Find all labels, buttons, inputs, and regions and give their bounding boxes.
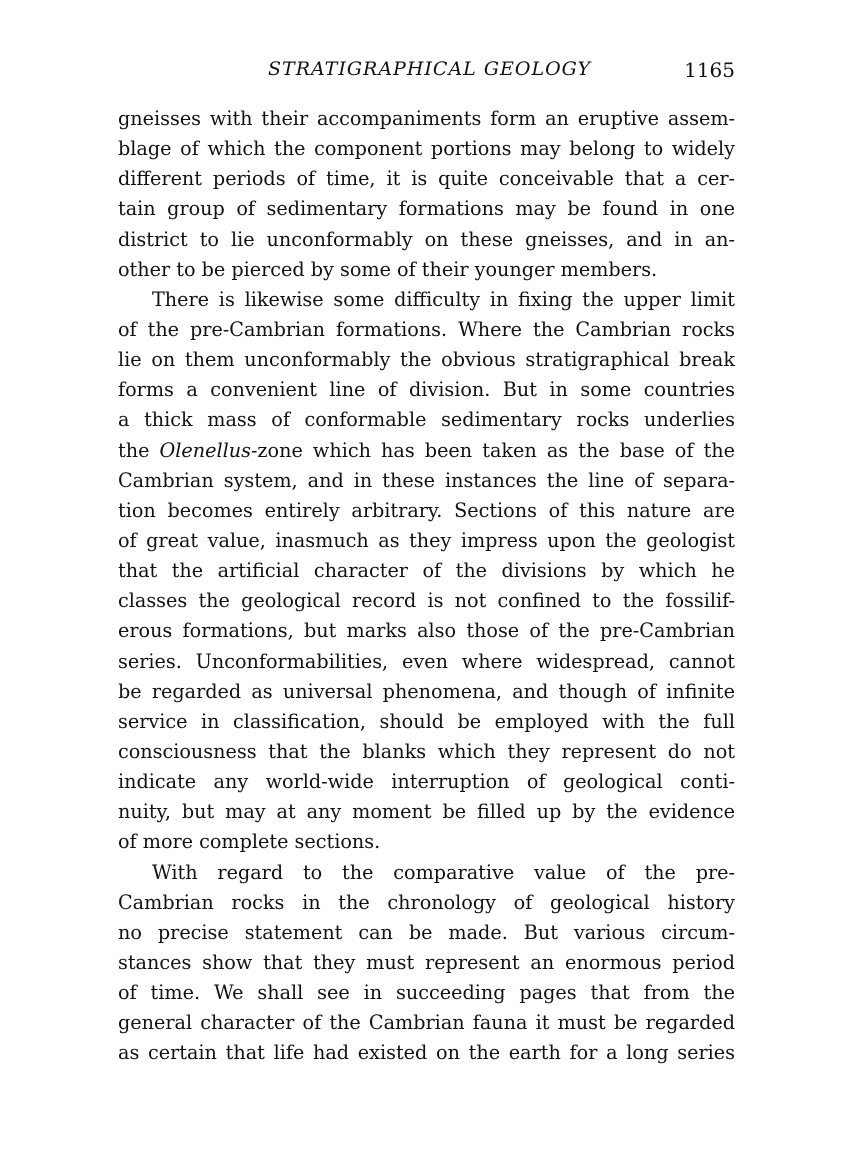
text-segment: the [118,438,160,462]
text-line: Cambrian rocks in the chronology of geological history [118,890,735,914]
running-head: STRATIGRAPHICAL GEOLOGY [268,58,592,80]
text-line: different periods of time, it is quite conceivable that a cer- [118,167,735,191]
text-line: blage of which the component portions may belong to widely [118,137,735,161]
text-line: consciousness that the blanks which they represent do not [118,739,735,763]
text-line: classes the geological record is not confined to the fossilif- [118,589,735,613]
text-line: other to be pierced by some of their younger members. [118,257,658,281]
text-line: no precise statement can be made. But various circum- [118,920,735,944]
text-line: tain group of sedimentary formations may be found in one [118,197,735,221]
text-line: There is likewise some difficulty in fixing the upper limit [152,287,735,311]
text-line: forms a convenient line of division. But in some countries [118,378,735,402]
italic-genus-name: Olenellus [159,438,251,462]
text-line: tion becomes entirely arbitrary. Sections of this nature are [118,498,735,522]
text-line: erous formations, but marks also those of the pre-Cambrian [118,619,735,643]
text-line: a thick mass of conformable sedimentary rocks underlies [118,408,735,432]
text-line: indicate any world-wide interruption of geological conti- [118,770,735,794]
text-line: service in classification, should be employed with the full [118,709,735,733]
text-line: general character of the Cambrian fauna it must be regarded [118,1011,735,1035]
text-line: nuity, but may at any moment be filled up by the evidence [118,800,735,824]
text-line: of great value, inasmuch as they impress upon the geologist [118,528,735,552]
text-line: series. Unconformabilities, even where widespread, cannot [118,649,735,673]
text-line: as certain that life had existed on the earth for a long series [118,1041,735,1065]
text-line: With regard to the comparative value of the pre- [152,860,735,884]
text-line: of the pre-Cambrian formations. Where the Cambrian rocks [118,317,735,341]
page-header [118,58,735,88]
text-line: that the artificial character of the divisions by which he [118,559,735,583]
page-number: 1165 [684,58,735,82]
text-line: of time. We shall see in succeeding pages that from the [118,981,735,1005]
text-line-italic [118,436,735,466]
text-line: of more complete sections. [118,830,381,854]
text-line: Cambrian system, and in these instances the line of separa- [118,468,735,492]
text-segment: -zone which has been taken as the base of the [250,438,735,462]
text-line: stances show that they must represent an enormous period [118,950,735,974]
text-line: be regarded as universal phenomena, and though of infinite [118,679,735,703]
body-text [118,104,735,1069]
text-line: district to lie unconformably on these gneisses, and in an- [118,227,735,251]
text-line: gneisses with their accompaniments form an eruptive assem- [118,107,735,130]
text-line: lie on them unconformably the obvious stratigraphical break [118,348,735,372]
